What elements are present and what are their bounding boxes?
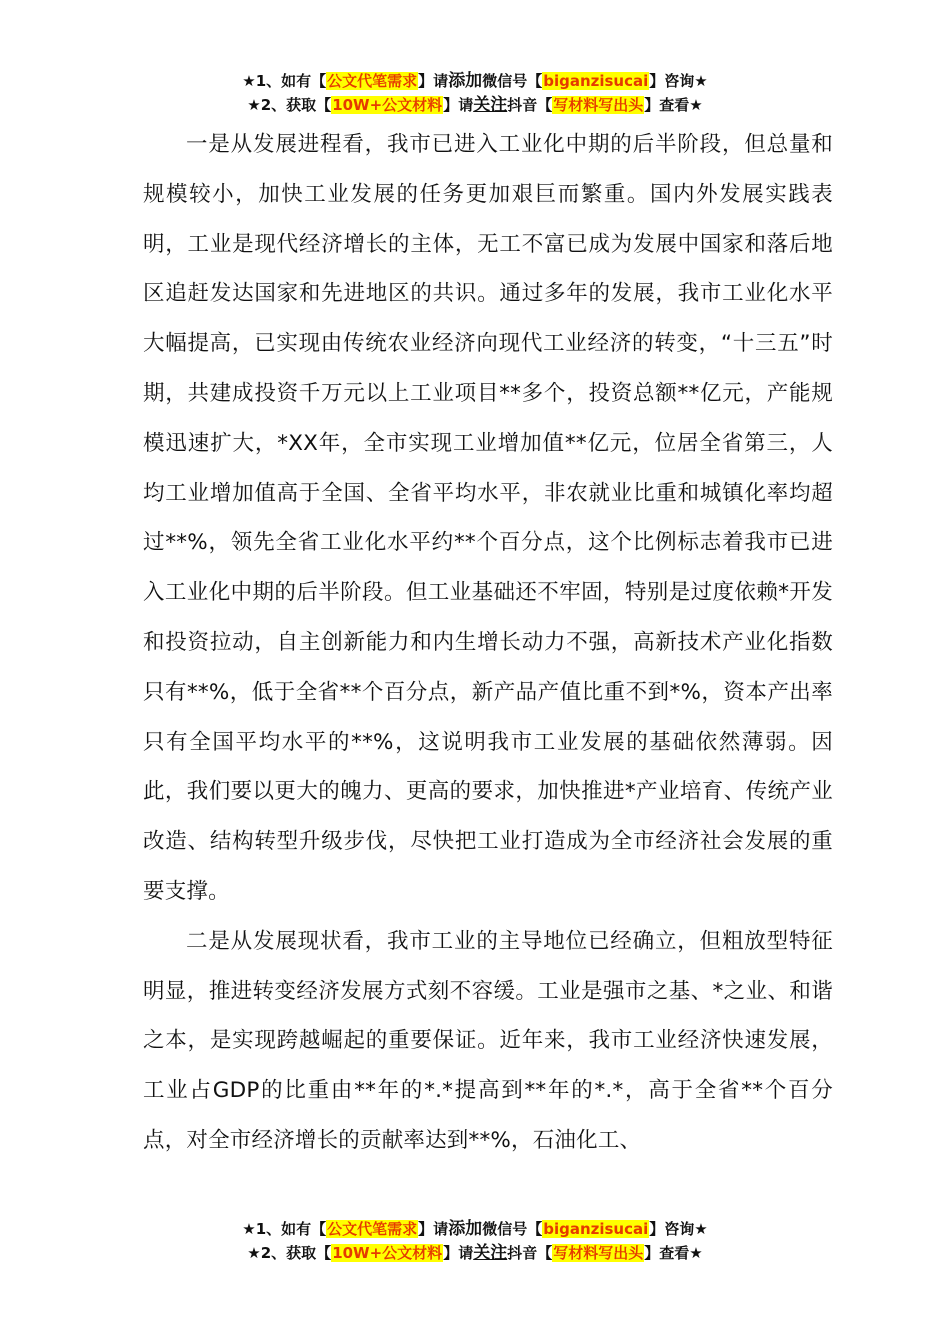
paragraph-2: 二是从发展现状看，我市工业的主导地位已经确立，但粗放型特征明显，推进转变经济发展方式刻不容缓。工业是强市之基、*之业、和谐之本，是实现跨越崛起的重要保证。近年来，我市工业经济快速发展，工业占GDP的比重由**年的*.*提高到**年的*.*，高于全省**个百分点，对全市经济增长的贡献率达到**%，石油化工、 (143, 928, 833, 1153)
banner-text: 】请 (418, 1220, 449, 1238)
banner-text: 】查看★ (644, 96, 703, 114)
banner-text: 】咨询★ (649, 72, 708, 90)
banner-line-1 (0, 69, 950, 93)
paragraph-1: 一是从发展进程看，我市已进入工业化中期的后半阶段，但总量和规模较小，加快工业发展的任务更加艰巨而繁重。国内外发展实践表明，工业是现代经济增长的主体，无工不富已成为发展中国家和落后地区追赶发达国家和先进地区的共识。通过多年的发展，我市工业化水平大幅提高，已实现由传统农业经济向现代工业经济的转变，“十三五”时期，共建成投资千万元以上工业项目**多个，投资总额**亿元，产能规模迅速扩大，*XX年，全市实现工业增加值**亿元，位居全省第三，人均工业增加值高于全国、全省平均水平，非农就业比重和城镇化率均超过**%，领先全省工业化水平约**个百分点，这个比例标志着我市已进入工业化中期的后半阶段。但工业基础还不牢固，特别是过度依赖*开发和投资拉动，自主创新能力和内生增长动力不强，高新技术产业化指数只有**%，低于全省**个百分点，新产品产值比重不到*%，资本产出率只有全国平均水平的**%，这说明我市工业发展的基础依然薄弱。因此，我们要以更大的魄力、更高的要求，加快推进*产业培育、传统产业改造、结构转型升级步伐，尽快把工业打造成为全市经济社会发展的重要支撑。 (143, 132, 833, 904)
banner-wechat-id: biganzisucai (543, 72, 649, 90)
banner-text: 】咨询★ (649, 1220, 708, 1238)
banner-emphasis: 关注 (473, 1243, 508, 1263)
banner-text: 】请 (443, 1244, 474, 1262)
banner-douyin-id: 写材料写出头 (553, 96, 644, 114)
banner-douyin-id: 写材料写出头 (553, 1244, 644, 1262)
banner-text: ★1、如有【 (242, 72, 327, 90)
banner-text: 】查看★ (644, 1244, 703, 1262)
banner-emphasis: 添加 (448, 71, 483, 91)
banner-text: ★2、获取【 (247, 96, 332, 114)
banner-line-1 (0, 1217, 950, 1241)
banner-highlight: 公文代笔需求 (327, 72, 418, 90)
banner-highlight: 10W+公文材料 (332, 1244, 443, 1262)
banner-text: 微信号【 (482, 72, 543, 90)
banner-text: 微信号【 (482, 1220, 543, 1238)
banner-text: 】请 (443, 96, 474, 114)
banner-text: 抖音【 (507, 96, 553, 114)
banner-text: ★2、获取【 (247, 1244, 332, 1262)
banner-emphasis: 添加 (448, 1219, 483, 1239)
document-body (143, 120, 833, 1166)
header-banner (0, 69, 950, 117)
banner-highlight: 10W+公文材料 (332, 96, 443, 114)
footer-banner (0, 1217, 950, 1265)
banner-text: ★1、如有【 (242, 1220, 327, 1238)
banner-highlight: 公文代笔需求 (327, 1220, 418, 1238)
banner-line-2 (0, 1241, 950, 1265)
banner-line-2 (0, 93, 950, 117)
banner-text: 】请 (418, 72, 449, 90)
banner-text: 抖音【 (507, 1244, 553, 1262)
banner-wechat-id: biganzisucai (543, 1220, 649, 1238)
banner-emphasis: 关注 (473, 95, 508, 115)
